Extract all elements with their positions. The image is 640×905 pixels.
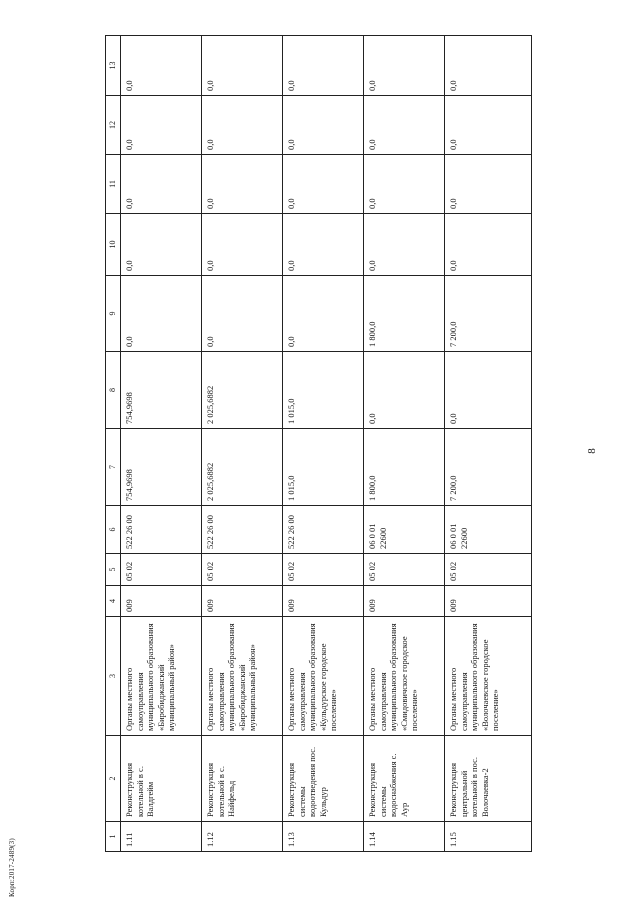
amount-cell: 0,0 <box>202 96 283 155</box>
amount-cell: 2 025,6882 <box>202 429 283 506</box>
amount-cell: 0,0 <box>121 96 202 155</box>
responsible-body: Органы местного самоуправления муниципального образования «Биробиджанский муниципальный район» <box>202 617 283 736</box>
amount-cell: 0,0 <box>364 155 445 214</box>
amount-cell: 0,0 <box>283 96 364 155</box>
amount-cell: 0,0 <box>121 214 202 276</box>
column-header: 8 <box>106 352 121 429</box>
code-cell: 009 <box>121 586 202 617</box>
code-cell: 009 <box>283 586 364 617</box>
column-header: 7 <box>106 429 121 506</box>
item-number: 1.15 <box>445 822 532 852</box>
item-number: 1.13 <box>283 822 364 852</box>
amount-cell: 0,0 <box>202 155 283 214</box>
column-header: 6 <box>106 506 121 554</box>
table-row <box>121 36 202 852</box>
amount-cell: 1 015,0 <box>283 352 364 429</box>
code-cell: 06 0 01 22600 <box>364 506 445 554</box>
activity-name: Реконструкция центральной котельной в пос. Волочаевка-2 <box>445 736 532 822</box>
amount-cell: 0,0 <box>202 214 283 276</box>
table-row <box>364 36 445 852</box>
amount-cell: 0,0 <box>445 155 532 214</box>
amount-cell: 0,0 <box>121 276 202 352</box>
item-number: 1.12 <box>202 822 283 852</box>
amount-cell: 0,0 <box>445 352 532 429</box>
amount-cell: 0,0 <box>283 214 364 276</box>
column-header: 12 <box>106 96 121 155</box>
item-number: 1.11 <box>121 822 202 852</box>
code-cell: 009 <box>364 586 445 617</box>
code-cell: 009 <box>202 586 283 617</box>
responsible-body: Органы местного самоуправления муниципального образования «Волочаевское городское поселение» <box>445 617 532 736</box>
amount-cell: 2 025,6882 <box>202 352 283 429</box>
code-cell: 522 26 00 <box>283 506 364 554</box>
amount-cell: 1 800,0 <box>364 276 445 352</box>
column-header: 11 <box>106 155 121 214</box>
amount-cell: 0,0 <box>364 214 445 276</box>
activity-name: Реконструкция котельной в с. Валдгейм <box>121 736 202 822</box>
code-cell: 05 02 <box>202 554 283 586</box>
code-cell: 522 26 00 <box>121 506 202 554</box>
column-header: 2 <box>106 736 121 822</box>
code-cell: 522 26 00 <box>202 506 283 554</box>
amount-cell: 7 200,0 <box>445 276 532 352</box>
amount-cell: 0,0 <box>202 276 283 352</box>
activity-name: Реконструкция системы водоотведения пос. Кульдур <box>283 736 364 822</box>
code-cell: 05 02 <box>121 554 202 586</box>
amount-cell: 0,0 <box>121 155 202 214</box>
page-number: 8 <box>586 448 598 454</box>
amount-cell: 0,0 <box>283 36 364 96</box>
amount-cell: 0,0 <box>445 214 532 276</box>
amount-cell: 0,0 <box>364 96 445 155</box>
column-header: 1 <box>106 822 121 852</box>
amount-cell: 754,9698 <box>121 352 202 429</box>
amount-cell: 0,0 <box>283 155 364 214</box>
responsible-body: Органы местного самоуправления муниципального образования «Смидовичское городское поселение» <box>364 617 445 736</box>
amount-cell: 0,0 <box>445 96 532 155</box>
column-header: 10 <box>106 214 121 276</box>
column-header: 3 <box>106 617 121 736</box>
column-header: 9 <box>106 276 121 352</box>
program-activities-table <box>105 35 532 852</box>
table-row <box>283 36 364 852</box>
code-cell: 009 <box>445 586 532 617</box>
table-header-row <box>106 36 121 852</box>
item-number: 1.14 <box>364 822 445 852</box>
code-cell: 05 02 <box>283 554 364 586</box>
amount-cell: 7 200,0 <box>445 429 532 506</box>
table-row <box>202 36 283 852</box>
amount-cell: 1 015,0 <box>283 429 364 506</box>
amount-cell: 0,0 <box>202 36 283 96</box>
column-header: 4 <box>106 586 121 617</box>
amount-cell: 0,0 <box>445 36 532 96</box>
table-row <box>445 36 532 852</box>
amount-cell: 0,0 <box>283 276 364 352</box>
responsible-body: Органы местного самоуправления муниципального образования «Биробиджанский муниципальный район» <box>121 617 202 736</box>
code-cell: 05 02 <box>364 554 445 586</box>
code-cell: 06 0 01 22600 <box>445 506 532 554</box>
column-header: 13 <box>106 36 121 96</box>
activity-name: Реконструкция системы водоснабжения с. Аур <box>364 736 445 822</box>
amount-cell: 1 800,0 <box>364 429 445 506</box>
column-header: 5 <box>106 554 121 586</box>
responsible-body: Органы местного самоуправления муниципального образования «Кульдурское городское поселение» <box>283 617 364 736</box>
code-cell: 05 02 <box>445 554 532 586</box>
amount-cell: 754,9698 <box>121 429 202 506</box>
amount-cell: 0,0 <box>121 36 202 96</box>
activity-name: Реконструкция котельной в с. Найфельд <box>202 736 283 822</box>
amount-cell: 0,0 <box>364 352 445 429</box>
document-registration-code: Корп:2017-2489(3) <box>8 838 16 897</box>
amount-cell: 0,0 <box>364 36 445 96</box>
